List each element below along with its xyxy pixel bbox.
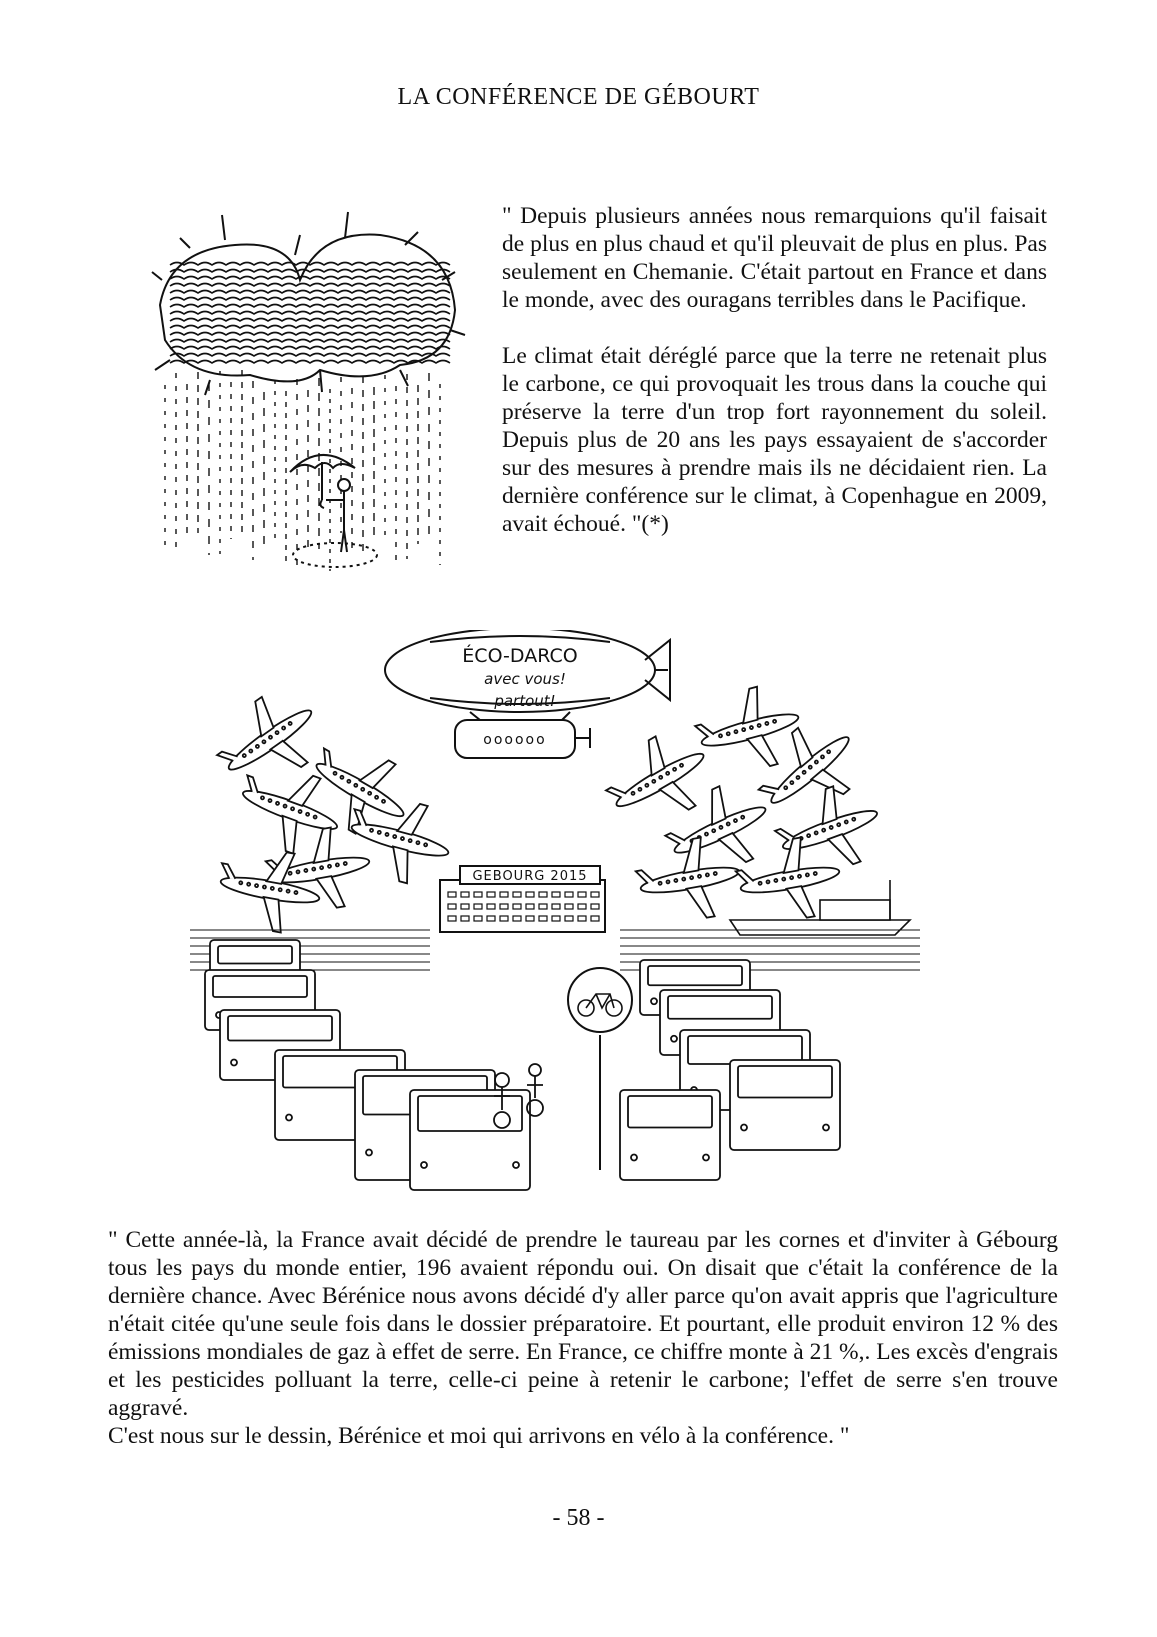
umbrella-person xyxy=(290,455,377,567)
building-window xyxy=(526,916,534,921)
building-window xyxy=(565,892,573,897)
building-sign: GEBOURG 2015 xyxy=(472,869,588,884)
building-window xyxy=(552,892,560,897)
building-window xyxy=(526,892,534,897)
blimp-label-3: partout! xyxy=(494,692,556,710)
intro-paragraph-2: Le climat était déréglé parce que la terre ne retenait plus le carbone, ce qui provoquait les trous dans la couche qui préserve la terre d'un trop fort rayonnement du soleil. Depuis plus de 20 ans les pays essayaient de s'accorder sur des mesures à prendre mais ils ne décidaient rien. La dernière conférence sur le climat, à Copenhague en 2009, avait échoué. "(*) xyxy=(502,343,1047,537)
building-window xyxy=(565,904,573,909)
building-window xyxy=(474,892,482,897)
building-window xyxy=(487,892,495,897)
building-window xyxy=(448,892,456,897)
building-window xyxy=(513,904,521,909)
building-window xyxy=(487,916,495,921)
building-window xyxy=(591,904,599,909)
building-window xyxy=(552,916,560,921)
building-window xyxy=(578,904,586,909)
building-window xyxy=(448,916,456,921)
storm-cloud-illustration xyxy=(150,210,470,610)
building-window xyxy=(461,916,469,921)
intro-paragraph-1: " Depuis plusieurs années nous remarquions qu'il faisait de plus en plus chaud et qu'il pleuvait de plus en plus. Pas seulement en Chemanie. C'était partout en France et dans le monde, avec des ouragans terribles dans le Pacifique. xyxy=(502,203,1047,313)
building-window xyxy=(526,904,534,909)
page-header: LA CONFÉRENCE DE GÉBOURT xyxy=(397,84,760,110)
blimp-label-1: ÉCO-DARCO xyxy=(462,645,578,667)
building-window xyxy=(461,904,469,909)
story-paragraph-1: " Cette année-là, la France avait décidé de prendre le taureau par les cornes et d'inviter à Gébourg tous les pays du monde entier, 196 avaient répondu oui. On disait que c'était la conférence de la dernière chance. Avec Bérénice nous avons décidé d'y aller parce qu'on avait appris que l'agriculture n'était citée qu'une seule fois dans le dossier préparatoire. Et pourtant, elle produit environ 12 % des émissions mondiales de gaz à effet de serre. En France, ce chiffre monte à 21 %,. Les excès d'engrais et les pesticides polluant la terre, celle-ci peine à retenir le carbone; l'effet de serre s'en trouve aggravé. xyxy=(108,1227,1058,1421)
building-window xyxy=(591,916,599,921)
conference-building xyxy=(440,866,605,932)
story-paragraph-2: C'est nous sur le dessin, Bérénice et moi qui arrivons en vélo à la conférence. " xyxy=(108,1423,850,1449)
blimp-label-2: avec vous! xyxy=(484,670,566,688)
building-window xyxy=(500,892,508,897)
building-window xyxy=(539,904,547,909)
building-window xyxy=(448,904,456,909)
building-window xyxy=(513,892,521,897)
building-window xyxy=(500,904,508,909)
gondola-windows: oooooo xyxy=(483,732,547,748)
rain-streaks xyxy=(165,370,440,571)
building-window xyxy=(591,892,599,897)
story-text xyxy=(108,1226,1058,1450)
blimp xyxy=(385,630,670,758)
intro-text xyxy=(502,202,1047,538)
bus-right xyxy=(730,1060,840,1150)
building-window xyxy=(539,892,547,897)
airplane xyxy=(689,678,808,782)
building-window xyxy=(552,904,560,909)
building-window xyxy=(539,916,547,921)
conference-illustration xyxy=(190,630,960,1210)
building-window xyxy=(474,904,482,909)
storm-cloud xyxy=(152,212,465,395)
bus-right xyxy=(620,1090,720,1180)
building-window xyxy=(565,916,573,921)
buses xyxy=(190,930,920,1190)
building-window xyxy=(578,916,586,921)
building-window xyxy=(461,892,469,897)
bus-left xyxy=(410,1090,530,1190)
building-window xyxy=(578,892,586,897)
building-window xyxy=(487,904,495,909)
building-window xyxy=(474,916,482,921)
airplane xyxy=(212,842,326,938)
building-window xyxy=(513,916,521,921)
page-number: - 58 - xyxy=(552,1505,605,1531)
building-window xyxy=(500,916,508,921)
